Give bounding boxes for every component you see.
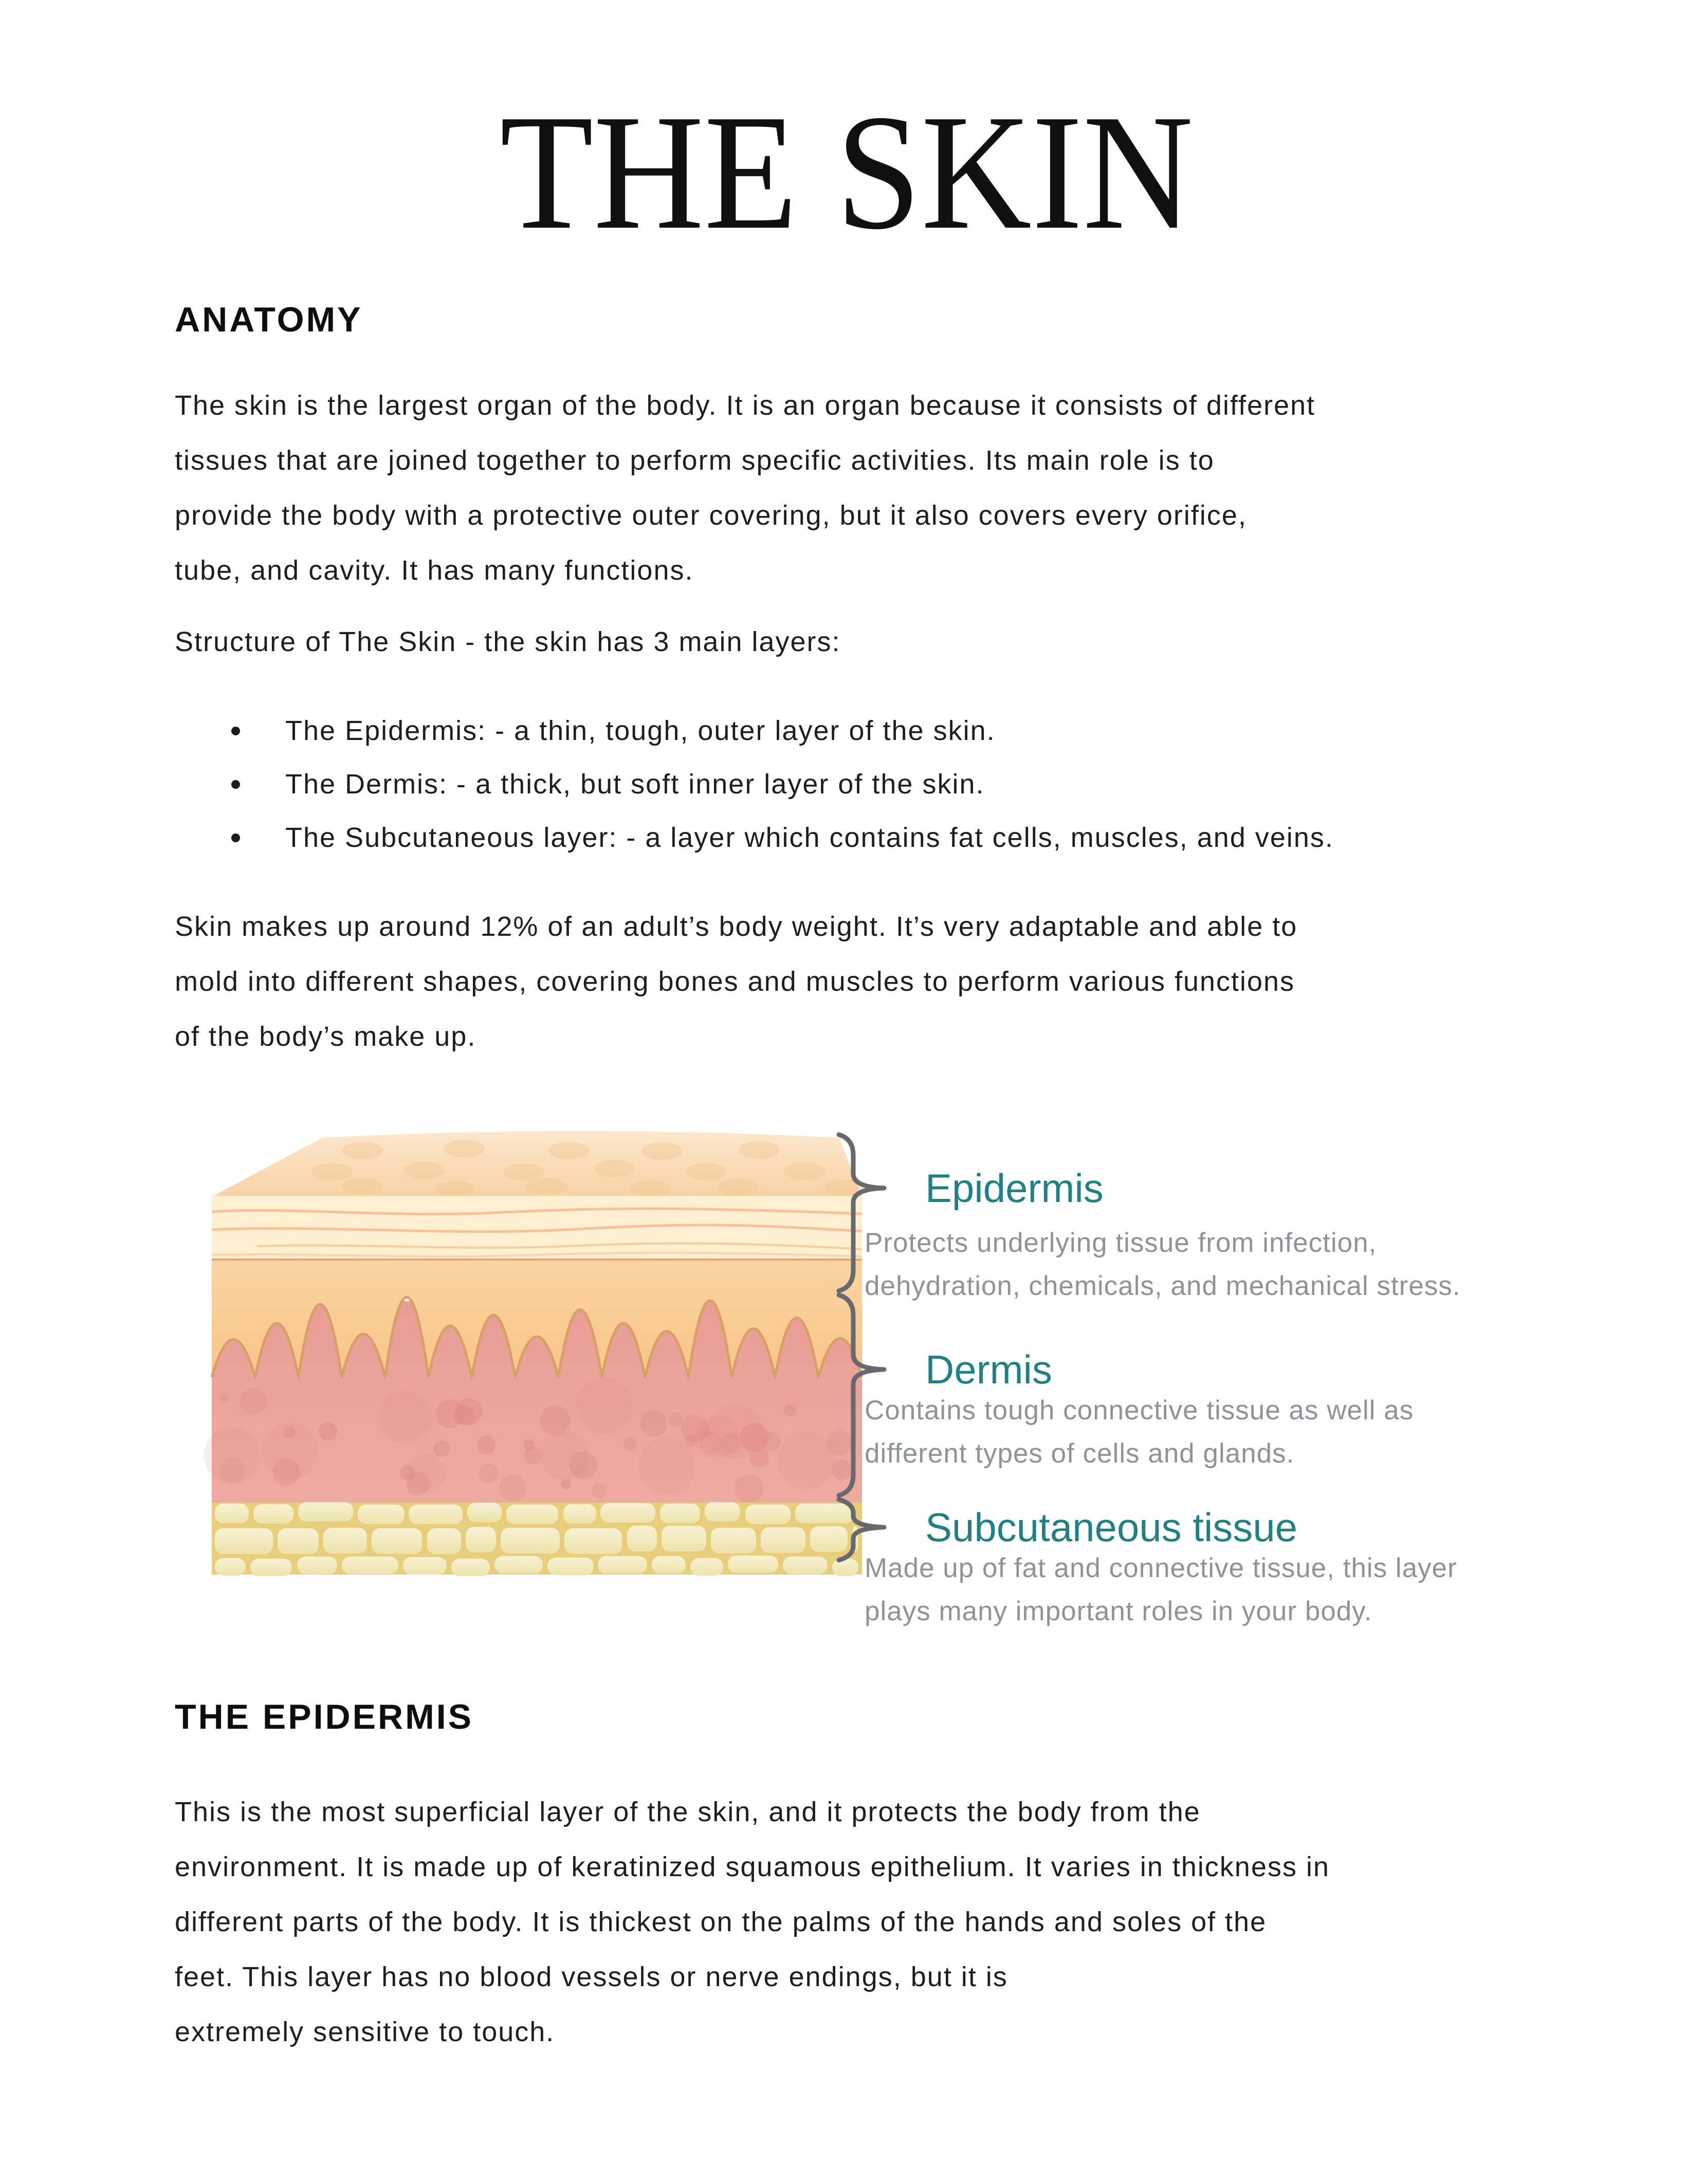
page-title: THE SKIN [500,80,1194,264]
list-item-dermis: The Dermis: - a thick, but soft inner layer of the skin. [285,757,1518,811]
list-item-subcutaneous: The Subcutaneous layer: - a layer which contains fat cells, muscles, and veins. [285,811,1518,864]
text-line: mold into different shapes, covering bones and muscles to perform various functions [175,966,1295,997]
anatomy-paragraph-2 [175,899,1518,1064]
subcutaneous-layer [212,1502,862,1576]
diagram-desc-dermis [865,1389,1414,1475]
text-line: extremely sensitive to touch. [175,2016,555,2047]
epidermis-paragraph [175,1785,1518,2060]
text-line: of the body’s make up. [175,1021,476,1052]
epidermis-label: Epidermis [925,1165,1104,1211]
text-line: tube, and cavity. It has many functions. [175,555,694,586]
text-line: This is the most superficial layer of the skin, and it protects the body from the [175,1797,1201,1827]
text-line: tissues that are joined together to perform specific activities. Its main role is to [175,445,1215,476]
text-line: The skin is the largest organ of the body. It is an organ because it consists of different [175,390,1316,421]
epidermis-heading: THE EPIDERMIS [175,1697,473,1736]
text-line: environment. It is made up of keratinized squamous epithelium. It varies in thickness in [175,1852,1330,1882]
text-line: Protects underlying tissue from infection, [865,1228,1377,1258]
skin-diagram [0,1096,1688,1651]
skin-layers-list [175,704,1518,864]
anatomy-heading: ANATOMY [175,300,363,339]
diagram-desc-subcutaneous [865,1547,1457,1633]
text-line: provide the body with a protective outer covering, but it also covers every orifice, [175,500,1247,531]
text-line: Contains tough connective tissue as well as [865,1395,1414,1426]
list-item-epidermis: The Epidermis: - a thin, tough, outer layer of the skin. [285,704,1518,757]
text-line: different types of cells and glands. [865,1438,1295,1469]
text-line: feet. This layer has no blood vessels or nerve endings, but it is [175,1961,1008,1992]
dermis-label: Dermis [925,1347,1052,1392]
text-line: different parts of the body. It is thickest on the palms of the hands and soles of the [175,1907,1267,1937]
text-line: plays many important roles in your body. [865,1596,1372,1626]
diagram-label-subcutaneous [925,1501,1297,1554]
diagram-label-dermis [925,1343,1052,1396]
structure-intro-line [175,615,1518,670]
text-line: Structure of The Skin - the skin has 3 main layers: [175,626,841,657]
text-line: Made up of fat and connective tissue, this layer [865,1553,1457,1583]
text-line: dehydration, chemicals, and mechanical stress. [865,1271,1461,1301]
fat-cells [215,1502,858,1576]
diagram-label-epidermis [925,1161,1104,1215]
diagram-desc-epidermis [865,1221,1461,1308]
text-line: Skin makes up around 12% of an adult’s body weight. It’s very adaptable and able to [175,911,1298,942]
subcutaneous-label: Subcutaneous tissue [925,1505,1298,1550]
anatomy-paragraph-1 [175,378,1518,598]
